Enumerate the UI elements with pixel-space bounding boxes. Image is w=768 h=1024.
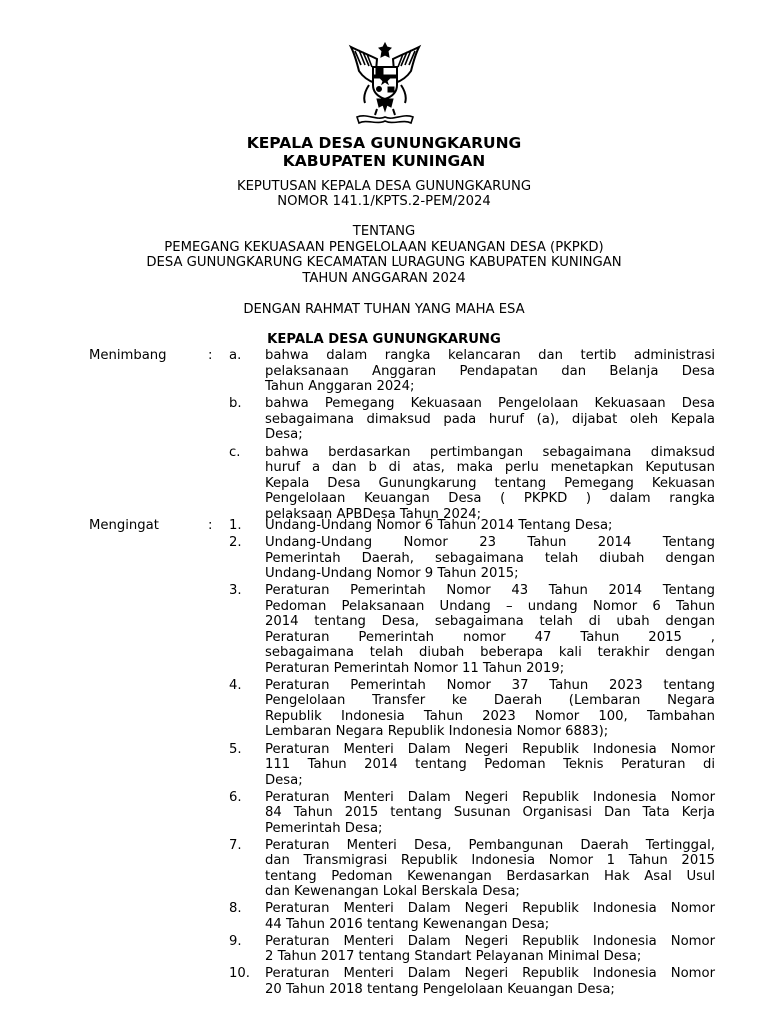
clause-line: Desa; — [265, 427, 303, 443]
clause-marker: 7. — [229, 837, 242, 853]
clause-line: bahwa Pemegang Kekuasaan Pengelolaan Kekuasaan Desa — [265, 396, 715, 412]
mengingat-colon: : — [208, 518, 213, 533]
clause-line: Pengelolaan Transfer ke Daerah (Lembaran Negara — [265, 693, 715, 709]
authority-heading: KEPALA DESA GUNUNGKARUNG — [267, 332, 501, 347]
clause-line: Peraturan Menteri Dalam Negeri Republik Indonesia Nomor — [265, 933, 715, 949]
subject-line-2: DESA GUNUNGKARUNG KECAMATAN LURAGUNG KABUPATEN KUNINGAN — [146, 255, 622, 270]
clause-line: 20 Tahun 2018 tentang Pengelolaan Keuangan Desa; — [265, 981, 615, 997]
clause-text — [265, 583, 715, 676]
clause-line: Peraturan Menteri Dalam Negeri Republik Indonesia Nomor — [265, 901, 715, 917]
clause-line: Peraturan Pemerintah Nomor 43 Tahun 2014 Tentang — [265, 583, 715, 599]
clause-line: Peraturan Menteri Dalam Negeri Republik Indonesia Nomor — [265, 789, 715, 805]
clause-line: pelaksanaan Anggaran Pendapatan dan Belanja Desa — [265, 363, 715, 379]
clause-text — [265, 396, 715, 443]
clause-text — [265, 838, 715, 900]
clause-marker: 1. — [229, 518, 242, 533]
clause-line: Peraturan Pemerintah Nomor 37 Tahun 2023 tentang — [265, 677, 715, 693]
mengingat-label: Mengingat — [89, 518, 159, 533]
clause-text — [265, 934, 715, 965]
clause-line: Pemerintah Daerah, sebagaimana telah diubah dengan — [265, 550, 715, 566]
clause-line: bahwa dalam rangka kelancaran dan tertib administrasi — [265, 348, 715, 363]
clause-marker: 3. — [229, 583, 242, 599]
about-heading: TENTANG — [352, 224, 416, 239]
clause-text — [265, 678, 715, 740]
clause-line: pelaksaan APBDesa Tahun 2024; — [265, 506, 482, 522]
clause-line: 84 Tahun 2015 tentang Susunan Organisasi Dan Tata Kerja — [265, 805, 715, 821]
menimbang-colon: : — [208, 348, 213, 363]
clause-marker: c. — [229, 444, 241, 460]
clause-line: Undang-Undang Nomor 9 Tahun 2015; — [265, 566, 519, 582]
clause-line: Peraturan Menteri Dalam Negeri Republik Indonesia Nomor — [265, 741, 715, 757]
clause-line: dan Transmigrasi Republik Indonesia Nomor 1 Tahun 2015 — [265, 853, 715, 869]
subject-line-1: PEMEGANG KEKUASAAN PENGELOLAAN KEUANGAN DESA (PKPKD) — [164, 240, 604, 255]
clause-line: sebagaimana dimaksud pada huruf (a), dijabat oleh Kepala — [265, 411, 715, 427]
decree-number: NOMOR 141.1/KPTS.2-PEM/2024 — [277, 194, 491, 209]
clause-line: Undang-Undang Nomor 23 Tahun 2014 Tentang — [265, 535, 715, 550]
clause-marker: 4. — [229, 677, 242, 693]
clause-line: tentang Pedoman Kewenangan Berdasarkan Hak Asal Usul — [265, 868, 715, 884]
clause-line: Undang-Undang Nomor 6 Tahun 2014 Tentang Desa; — [265, 518, 613, 533]
clause-text — [265, 966, 715, 997]
clause-text — [265, 901, 715, 932]
clause-line: Peraturan Menteri Desa, Pembangunan Daerah Tertinggal, — [265, 837, 715, 853]
clause-line: dan Kewenangan Lokal Berskala Desa; — [265, 884, 520, 900]
clause-marker: a. — [229, 348, 242, 363]
clause-marker: 8. — [229, 901, 242, 917]
clause-marker: b. — [229, 396, 242, 412]
clause-line: 2 Tahun 2017 tentang Standart Pelayanan Minimal Desa; — [265, 949, 642, 965]
clause-line: 111 Tahun 2014 tentang Pedoman Teknis Peraturan di — [265, 757, 715, 773]
clause-line: 2014 tentang Desa, sebagaimana telah di ubah dengan — [265, 614, 715, 630]
clause-line: Peraturan Menteri Dalam Negeri Republik Indonesia Nomor — [265, 966, 715, 982]
clause-marker: 9. — [229, 933, 242, 949]
clause-text — [265, 348, 715, 395]
subject-line-3: TAHUN ANGGARAN 2024 — [302, 271, 466, 286]
clause-marker: 2. — [229, 535, 242, 550]
decree-title: KEPUTUSAN KEPALA DESA GUNUNGKARUNG — [236, 179, 532, 194]
blessing-line: DENGAN RAHMAT TUHAN YANG MAHA ESA — [243, 302, 525, 317]
clause-text — [265, 445, 715, 523]
clause-line: huruf a dan b di atas, maka perlu menetapkan Keputusan — [265, 460, 715, 476]
clause-line: 44 Tahun 2016 tentang Kewenangan Desa; — [265, 916, 550, 932]
clause-line: Pengelolaan Keuangan Desa ( PKPKD ) dalam rangka — [265, 491, 715, 507]
clause-line: Republik Indonesia Tahun 2023 Nomor 100, Tambahan — [265, 708, 715, 724]
issuer-title: KEPALA DESA GUNUNGKARUNG — [246, 134, 522, 152]
clause-line: Tahun Anggaran 2024; — [265, 379, 415, 395]
clause-line: Desa; — [265, 772, 303, 788]
clause-marker: 5. — [229, 741, 242, 757]
clause-line: Pedoman Pelaksanaan Undang – undang Nomor 6 Tahun — [265, 598, 715, 614]
clause-text — [265, 790, 715, 837]
clause-line: bahwa berdasarkan pertimbangan sebagaimana dimaksud — [265, 444, 715, 460]
clause-line: Lembaran Negara Republik Indonesia Nomor 6883); — [265, 724, 609, 740]
clause-marker: 10. — [229, 966, 250, 982]
clause-marker: 6. — [229, 789, 242, 805]
clause-text — [265, 518, 715, 534]
garuda-emblem-icon — [347, 41, 423, 127]
clause-text — [265, 535, 715, 582]
clause-line: Peraturan Pemerintah Nomor 11 Tahun 2019; — [265, 660, 565, 676]
clause-text — [265, 742, 715, 789]
menimbang-label: Menimbang — [89, 348, 167, 363]
issuer-regency: KABUPATEN KUNINGAN — [282, 152, 486, 170]
clause-line: Kepala Desa Gunungkarung tentang Pemegang Kekuasan — [265, 475, 715, 491]
clause-line: sebagaimana telah diubah beberapa kali terakhir dengan — [265, 645, 715, 661]
clause-line: Pemerintah Desa; — [265, 820, 383, 836]
clause-line: Peraturan Pemerintah nomor 47 Tahun 2015 , — [265, 629, 715, 645]
